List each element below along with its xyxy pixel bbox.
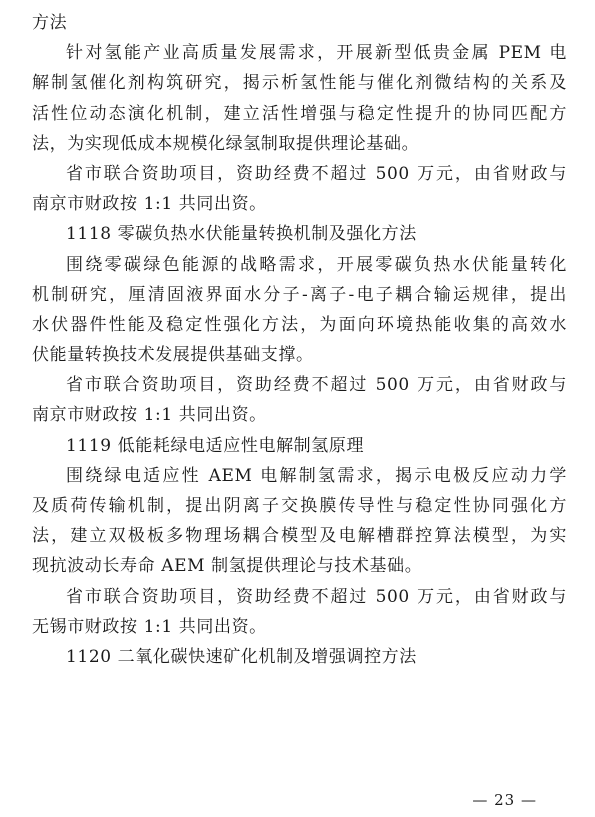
- paragraph-line: 解制氢催化剂构筑研究，揭示析氢性能与催化剂微结构的关系及: [32, 73, 567, 94]
- section-heading-1118: 1118 零碳负热水伏能量转换机制及强化方法: [66, 224, 417, 245]
- funding-line: 省市联合资助项目，资助经费不超过 500 万元，由省财政与: [66, 586, 567, 607]
- paragraph-line: 水伏器件性能及稳定性强化方法，为面向环境热能收集的高效水: [32, 314, 567, 335]
- funding-line: 省市联合资助项目，资助经费不超过 500 万元，由省财政与: [66, 375, 567, 396]
- section-heading-1120: 1120 二氧化碳快速矿化机制及增强调控方法: [66, 646, 417, 667]
- page-number: — 23 —: [472, 791, 537, 809]
- paragraph-line: 活性位动态演化机制，建立活性增强与稳定性提升的协同匹配方: [32, 103, 567, 124]
- funding-line: 省市联合资助项目，资助经费不超过 500 万元，由省财政与: [66, 163, 567, 184]
- funding-line: 南京市财政按 1:1 共同出资。: [32, 194, 267, 215]
- paragraph-line: 针对氢能产业高质量发展需求，开展新型低贵金属 PEM 电: [66, 43, 567, 64]
- paragraph-line: 机制研究，厘清固液界面水分子-离子-电子耦合输运规律，提出: [32, 284, 567, 305]
- paragraph-line: 法，为实现低成本规模化绿氢制取提供理论基础。: [32, 133, 420, 154]
- section-heading-1119: 1119 低能耗绿电适应性电解制氢原理: [66, 435, 365, 456]
- funding-line: 南京市财政按 1:1 共同出资。: [32, 405, 267, 426]
- paragraph-line: 围绕绿电适应性 AEM 电解制氢需求，揭示电极反应动力学: [66, 465, 567, 486]
- paragraph-line: 及质荷传输机制，提出阴离子交换膜传导性与稳定性协同强化方: [32, 496, 567, 516]
- paragraph-line: 围绕零碳绿色能源的战略需求，开展零碳负热水伏能量转化: [66, 254, 567, 275]
- paragraph-line: 法，建立双极板多物理场耦合模型及电解槽群控算法模型，为实: [32, 526, 567, 547]
- paragraph-line: 现抗波动长寿命 AEM 制氢提供理论与技术基础。: [32, 556, 423, 577]
- funding-line: 无锡市财政按 1:1 共同出资。: [32, 616, 267, 637]
- text-line-continuation: 方法: [32, 13, 68, 33]
- paragraph-line: 伏能量转换技术发展提供基础支撑。: [32, 345, 314, 366]
- document-body: [32, 8, 567, 672]
